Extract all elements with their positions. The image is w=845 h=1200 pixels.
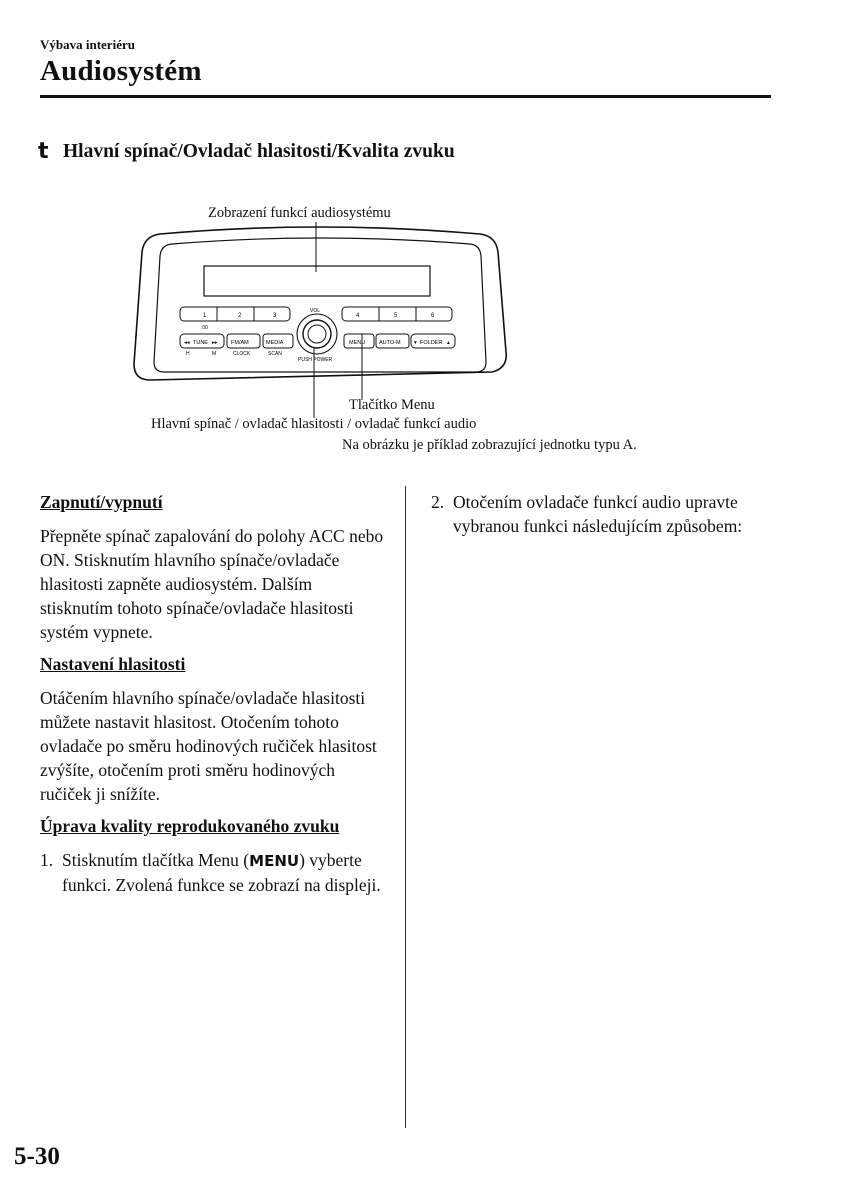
volume-knob[interactable] — [303, 320, 331, 348]
label-scan: SCAN — [268, 351, 282, 357]
preset-1[interactable]: 1 — [203, 313, 207, 319]
step-2-number: 2. — [431, 492, 445, 512]
heading-volume: Nastavení hlasitosti — [40, 654, 186, 674]
list-item-step-2 — [431, 490, 781, 538]
svg-text:▸▸: ▸▸ — [212, 340, 218, 346]
tune-label: TUNE — [193, 340, 208, 346]
panel-outline — [154, 238, 486, 372]
svg-text:▾: ▾ — [414, 340, 417, 346]
label-h: H — [186, 351, 190, 357]
folder-label: FOLDER — [420, 340, 443, 346]
fmam-label: FM/AM — [231, 340, 249, 346]
heading-power: Zapnutí/vypnutí — [40, 492, 163, 512]
label-clock: CLOCK — [233, 351, 251, 357]
breadcrumb: Výbava interiéru — [40, 37, 135, 52]
caption-note: Na obrázku je příklad zobrazující jednotku typu A. — [342, 437, 637, 453]
para-volume: Otáčením hlavního spínače/ovladače hlasitosti můžete nastavit hlasitost. Otočením tohoto ovladače po směru hodinových ručiček hlasitost zvýšíte, otočením proti směru hodinových ručiček ji snížíte. — [40, 688, 377, 804]
push-power-label: PUSH POWER — [298, 357, 333, 363]
svg-text:▴: ▴ — [447, 340, 450, 346]
svg-text:◂◂: ◂◂ — [184, 340, 190, 346]
left-column — [40, 490, 385, 897]
caption-menu-button: Tlačítko Menu — [349, 397, 435, 413]
preset-3[interactable]: 3 — [273, 313, 277, 319]
right-column — [431, 490, 781, 538]
section-title: Hlavní spínač/Ovladač hlasitosti/Kvalita zvuku — [63, 141, 455, 162]
audio-unit-figure — [120, 222, 520, 418]
display-screen — [204, 266, 430, 296]
step-1-text: Stisknutím tlačítka Menu (MENU) vyberte funkci. Zvolená funkce se zobrazí na displeji. — [62, 850, 381, 895]
heading-quality: Úprava kvality reprodukovaného zvuku — [40, 816, 340, 836]
section-marker-icon: t — [38, 139, 49, 164]
step-2-text: Otočením ovladače funkcí audio upravte vybranou funkci následujícím způsobem: — [453, 492, 743, 536]
menu-button-glyph: MENU — [249, 852, 300, 870]
preset-5[interactable]: 5 — [394, 313, 398, 319]
menu-label: MENU — [349, 340, 366, 346]
label-m: M — [212, 351, 217, 357]
automode-label: AUTO-M — [379, 340, 401, 346]
step-1-number: 1. — [40, 850, 54, 870]
caption-main-switch: Hlavní spínač / ovladač hlasitosti / ovladač funkcí audio — [151, 416, 477, 432]
page-title: Audiosystém — [40, 55, 202, 87]
title-rule — [40, 95, 771, 98]
preset-1-sublabel: :00 — [201, 325, 208, 331]
preset-2[interactable]: 2 — [238, 313, 242, 319]
preset-4[interactable]: 4 — [356, 313, 360, 319]
vol-label: VOL — [310, 308, 321, 314]
caption-display: Zobrazení funkcí audiosystému — [208, 205, 391, 221]
column-divider — [405, 486, 406, 1128]
page-number: 5-30 — [14, 1143, 60, 1170]
media-label: MEDIA — [266, 340, 284, 346]
list-item-step-1 — [40, 848, 385, 897]
preset-6[interactable]: 6 — [431, 313, 435, 319]
para-power: Přepněte spínač zapalování do polohy ACC nebo ON. Stisknutím hlavního spínače/ovladače hlasitosti zapněte audiosystém. Dalším stisknutím tohoto spínače/ovladače hlasitosti systém vypnete. — [40, 526, 384, 642]
